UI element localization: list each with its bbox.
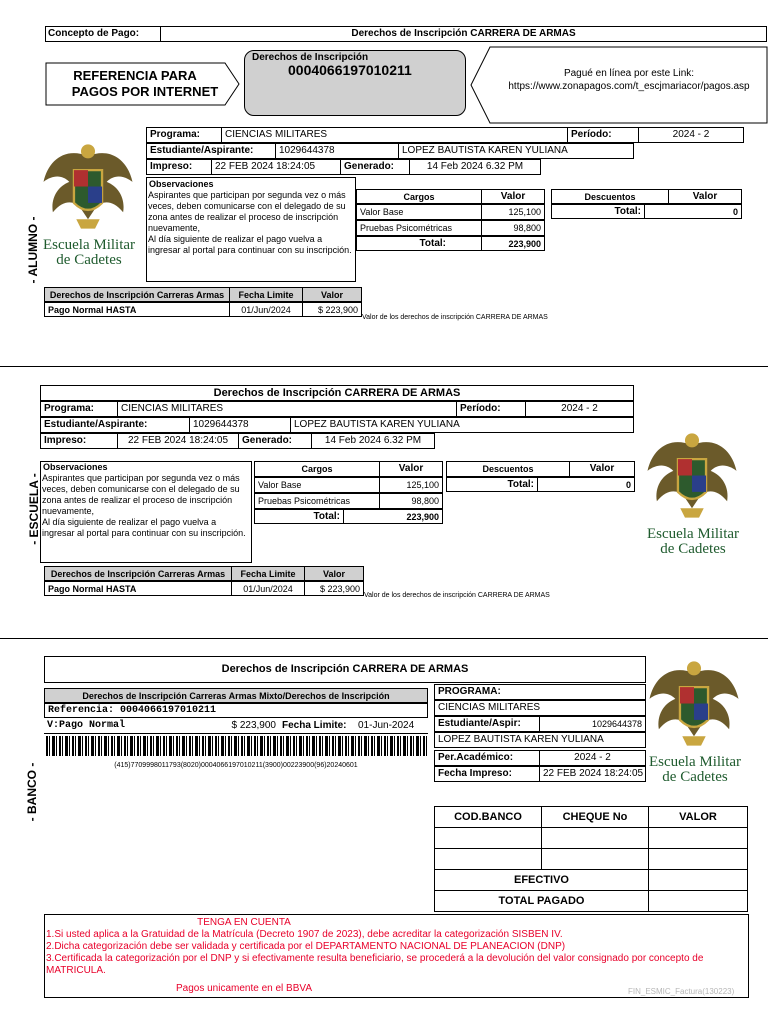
per-label: Per.Académico: <box>434 750 540 766</box>
fecha-limite-label-banco: Fecha Limite: <box>282 720 347 731</box>
impreso-value-2: 22 FEB 2024 18:24:05 <box>117 433 239 449</box>
cut-line <box>0 366 768 367</box>
estudiante-id-2: 1029644378 <box>189 417 291 433</box>
fecha-limite-banco: 01-Jun-2024 <box>358 720 415 731</box>
desc-valor-header-2: Valor <box>569 461 635 477</box>
impreso-label-2: Impreso: <box>40 433 118 449</box>
referencia-banco: Referencia: 0004066197010211 <box>44 703 428 718</box>
school-crest-icon-2 <box>644 424 740 520</box>
desc-total-value: 0 <box>644 204 742 219</box>
estudiante-label: Estudiante/Aspirante: <box>146 143 276 159</box>
periodo-value-2: 2024 - 2 <box>525 401 634 417</box>
pago-header: Derechos de Inscripción Carreras Armas <box>44 287 230 302</box>
cargo-psico-value: 98,800 <box>481 220 545 236</box>
estudiante-label-2: Estudiante/Aspirante: <box>40 417 190 433</box>
banco-title: Derechos de Inscripción CARRERA DE ARMAS <box>221 663 469 675</box>
valor-note: Valor de los derechos de inscripción CARRERA DE ARMAS <box>362 314 548 321</box>
referencia-title-1: REFERENCIA PARA <box>73 68 197 83</box>
divider <box>44 733 428 734</box>
cod-banco-cell-1[interactable] <box>434 827 542 849</box>
impreso-value: 22 FEB 2024 18:24:05 <box>211 159 341 175</box>
total-pagado-value[interactable] <box>648 890 748 912</box>
valor-header: Valor <box>481 189 545 204</box>
total-value-2: 223,900 <box>343 509 443 524</box>
periodo-label-2: Período: <box>456 401 526 417</box>
referencia-box-title: Derechos de Inscripción <box>252 52 369 63</box>
valor-header-banco: VALOR <box>648 806 748 828</box>
school-crest-icon-3 <box>646 652 742 748</box>
concepto-value: Derechos de Inscripción CARRERA DE ARMAS <box>351 28 576 39</box>
estudiante-id: 1029644378 <box>275 143 399 159</box>
periodo-label: Período: <box>567 127 639 143</box>
barcode <box>46 736 428 756</box>
cargos-header-2: Cargos <box>254 461 380 477</box>
programa-value-3: CIENCIAS MILITARES <box>434 700 646 716</box>
descuentos-header-2: Descuentos <box>446 461 570 477</box>
programa-value-2: CIENCIAS MILITARES <box>117 401 457 417</box>
valor-note-2: Valor de los derechos de inscripción CARRERA DE ARMAS <box>364 592 550 599</box>
valor-header-2: Valor <box>379 461 443 477</box>
programa-label-3: PROGRAMA: <box>434 684 646 700</box>
estudiante-id-3: 1029644378 <box>539 716 646 732</box>
estudiante-name-3: LOPEZ BAUTISTA KAREN YULIANA <box>434 732 646 748</box>
desc-valor-header: Valor <box>668 189 742 204</box>
notes-title: TENGA EN CUENTA <box>197 917 291 928</box>
cod-banco-header: COD.BANCO <box>434 806 542 828</box>
cheque-cell-1[interactable] <box>541 827 649 849</box>
generado-label-2: Generado: <box>238 433 312 449</box>
estudiante-label-3: Estudiante/Aspir: <box>434 716 540 732</box>
v-valor: $ 223,900 <box>231 720 276 731</box>
cargo-psico-2: Pruebas Psicométricas <box>254 493 380 509</box>
v-pago: V:Pago Normal <box>47 720 126 731</box>
cheque-no-header: CHEQUE No <box>541 806 649 828</box>
concepto-label: Concepto de Pago: <box>48 28 140 39</box>
cargo-psico-value-2: 98,800 <box>379 493 443 509</box>
efectivo-value[interactable] <box>648 869 748 891</box>
programa-value: CIENCIAS MILITARES <box>221 127 568 143</box>
cheque-cell-2[interactable] <box>541 848 649 870</box>
generado-value-2: 14 Feb 2024 6.32 PM <box>311 433 435 449</box>
generado-value: 14 Feb 2024 6.32 PM <box>409 159 541 175</box>
barcode-text: (415)7709998011793(8020)0004066197010211(3900)00223900(96)20240601 <box>114 762 358 769</box>
valor-cell-1[interactable] <box>648 827 748 849</box>
cod-banco-cell-2[interactable] <box>434 848 542 870</box>
programa-label: Programa: <box>146 127 222 143</box>
total-label-2: Total: <box>254 509 344 524</box>
side-label-escuela: - ESCUELA - <box>27 473 41 545</box>
periodo-value: 2024 - 2 <box>638 127 744 143</box>
total-pagado-label: TOTAL PAGADO <box>434 890 649 912</box>
total-value: 223,900 <box>481 236 545 251</box>
observaciones-title: Observaciones <box>149 179 214 189</box>
cargo-psico: Pruebas Psicométricas <box>356 220 482 236</box>
pago-valor: $ 223,900 <box>302 302 362 317</box>
mixto-header: Derechos de Inscripción Carreras Armas Mixto/Derechos de Inscripción <box>44 688 428 703</box>
fecha-limite-header-2: Fecha Limite <box>231 566 305 581</box>
valor-cell-2[interactable] <box>648 848 748 870</box>
logo-text: Escuela Militar de Cadetes <box>42 237 136 268</box>
desc-total-label-2: Total: <box>446 477 538 492</box>
observaciones-title-2: Observaciones <box>43 462 108 472</box>
cut-line-2 <box>0 638 768 639</box>
pago-header-2: Derechos de Inscripción Carreras Armas <box>44 566 232 581</box>
cargo-base-value: 125,100 <box>481 204 545 220</box>
desc-total-value-2: 0 <box>537 477 635 492</box>
referencia-title-2: PAGOS POR INTERNET <box>71 84 219 99</box>
impreso-label: Impreso: <box>146 159 212 175</box>
notes-footer: Pagos unicamente en el BBVA <box>175 983 312 994</box>
generado-label: Generado: <box>340 159 410 175</box>
fecha-impreso-value: 22 FEB 2024 18:24:05 <box>539 766 646 782</box>
cargo-base-value-2: 125,100 <box>379 477 443 493</box>
efectivo-label: EFECTIVO <box>434 869 649 891</box>
estudiante-name: LOPEZ BAUTISTA KAREN YULIANA <box>398 143 634 159</box>
per-value: 2024 - 2 <box>539 750 646 766</box>
logo-text-2: Escuela Militar de Cadetes <box>646 526 740 557</box>
escuela-title: Derechos de Inscripción CARRERA DE ARMAS <box>40 385 634 401</box>
logo-text-3: Escuela Militar de Cadetes <box>648 754 742 785</box>
desc-total-label: Total: <box>551 204 645 219</box>
side-label-alumno: - ALUMNO - <box>26 216 40 284</box>
cargos-header: Cargos <box>356 189 482 204</box>
fecha-impreso-label: Fecha Impreso: <box>434 766 540 782</box>
pay-link-line1: Pagué en línea por este Link: <box>563 68 695 79</box>
cargo-base: Valor Base <box>356 204 482 220</box>
estudiante-name-2: LOPEZ BAUTISTA KAREN YULIANA <box>290 417 634 433</box>
observaciones-text-2: Aspirantes que participan por segunda vez o más veces, deben comunicarse con el delegado de su zona antes de realizar el proceso de inscripción nuevamente, Al día siguiente de realizar el pago vuelva a ingresar al portal para continuar con su inscripción. <box>42 473 246 538</box>
side-label-banco: - BANCO - <box>25 762 39 822</box>
pago-valor-header-2: Valor <box>304 566 364 581</box>
notes-text: 1.Si usted aplica a la Gratuidad de la Matrícula (Decreto 1907 de 2023), debe acreditar la categorización SISBEN IV. 2.Dicha categorización debe ser validada y certificada por el DEPARTAMENTO NACIONAL DE PLANEACION (DNP) 3.Certificada la categorización por el DNP y si efectivamente resulta beneficiario, se procederá a la devolución del valor consignado por concepto de MATRICULA. <box>46 929 704 976</box>
observaciones-text: Aspirantes que participan por segunda vez o más veces, deben comunicarse con el delegado de su zona antes de realizar el proceso de inscripción nuevamente, Al día siguiente de realizar el pago vuelva a ingresar al portal para continuar con su inscripción. <box>148 190 352 255</box>
fecha-limite: 01/Jun/2024 <box>229 302 303 317</box>
cargo-base-2: Valor Base <box>254 477 380 493</box>
pago-valor-header: Valor <box>302 287 362 302</box>
school-crest-icon <box>40 135 136 231</box>
fecha-limite-2: 01/Jun/2024 <box>231 581 305 596</box>
pago-normal-2: Pago Normal HASTA <box>44 581 232 596</box>
pago-valor-2: $ 223,900 <box>304 581 364 596</box>
pay-link-url[interactable]: https://www.zonapagos.com/t_escjmariacor/pagos.asp <box>508 81 750 92</box>
total-label: Total: <box>356 236 482 251</box>
fecha-limite-header: Fecha Limite <box>229 287 303 302</box>
descuentos-header: Descuentos <box>551 189 669 204</box>
programa-label-2: Programa: <box>40 401 118 417</box>
form-code: FIN_ESMIC_Factura(130223) <box>628 987 735 996</box>
referencia-number: 0004066197010211 <box>288 62 412 78</box>
pago-normal: Pago Normal HASTA <box>44 302 230 317</box>
